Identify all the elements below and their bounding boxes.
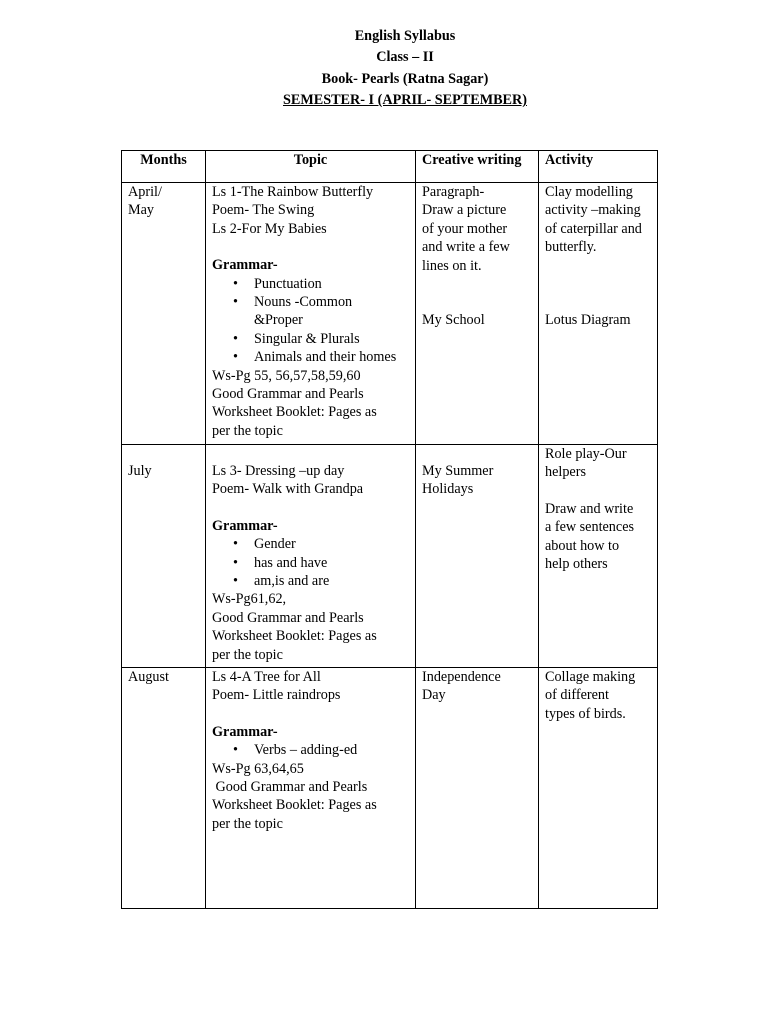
topic-line: Ls 2-For My Babies	[212, 220, 327, 237]
worksheet-line: per the topic	[212, 422, 283, 439]
activity-line: butterfly.	[545, 239, 597, 256]
creative-line: Draw a picture	[422, 202, 507, 219]
activity-line: of caterpillar and	[545, 220, 642, 237]
month-cell	[122, 668, 206, 909]
activity-cell	[539, 445, 658, 668]
activity-cell	[539, 668, 658, 909]
creative-line: Independence	[422, 669, 501, 685]
grammar-list	[212, 275, 415, 367]
month-cell	[122, 445, 206, 668]
topic-line: Poem- The Swing	[212, 202, 315, 219]
month-label: July	[128, 463, 152, 479]
activity-line: help others	[545, 556, 608, 573]
creative-line: Day	[422, 687, 446, 704]
activity-line: types of birds.	[545, 705, 626, 722]
month-cell	[122, 183, 206, 445]
grammar-list	[212, 741, 415, 759]
activity-line: Clay modelling	[545, 184, 633, 200]
activity-line: helpers	[545, 464, 586, 481]
grammar-item: • Gender	[254, 535, 415, 553]
creative-line: of your mother	[422, 220, 508, 237]
activity-cell	[539, 183, 658, 445]
activity-line: Role play-Our	[545, 446, 627, 462]
grammar-item: • Animals and their homes	[254, 348, 415, 366]
grammar-item: • Singular & Plurals	[254, 330, 415, 348]
creative-line: and write a few	[422, 239, 510, 256]
month-label: August	[128, 669, 169, 685]
worksheet-line: Worksheet Booklet: Pages as	[212, 404, 377, 421]
creative-line: My Summer	[422, 463, 494, 479]
worksheet-line: per the topic	[212, 815, 283, 832]
topic-cell	[206, 183, 416, 445]
activity-line: Draw and write	[545, 500, 634, 517]
topic-line: Ls 4-A Tree for All	[212, 669, 321, 685]
grammar-label: Grammar-	[212, 723, 278, 740]
document-header	[0, 26, 768, 112]
grammar-item: • Punctuation	[254, 275, 415, 293]
col-header-activity: Activity	[539, 151, 658, 183]
activity-line: activity –making	[545, 202, 641, 219]
worksheet-line: per the topic	[212, 646, 283, 663]
grammar-label: Grammar-	[212, 257, 278, 274]
grammar-list	[212, 535, 415, 590]
topic-line: Poem- Walk with Grandpa	[212, 481, 364, 498]
month-label: May	[128, 202, 155, 219]
topic-cell	[206, 445, 416, 668]
activity-line: about how to	[545, 537, 620, 554]
col-header-months: Months	[122, 151, 206, 183]
topic-line: Ls 1-The Rainbow Butterfly	[212, 184, 374, 200]
worksheet-line: Ws-Pg61,62,	[212, 591, 287, 608]
activity-line: Lotus Diagram	[545, 311, 631, 328]
worksheet-line: Worksheet Booklet: Pages as	[212, 628, 377, 645]
table-row	[122, 668, 658, 909]
topic-cell	[206, 668, 416, 909]
activity-line: Collage making	[545, 669, 636, 685]
activity-line: a few sentences	[545, 519, 635, 536]
topic-line: Poem- Little raindrops	[212, 687, 341, 704]
activity-line: of different	[545, 687, 609, 704]
doc-title: English Syllabus	[354, 28, 456, 44]
doc-class: Class – II	[376, 49, 434, 66]
grammar-item: • Nouns -Common &Proper	[254, 293, 415, 330]
grammar-item: • am,is and are	[254, 572, 415, 590]
grammar-label: Grammar-	[212, 517, 278, 534]
table-header-row	[122, 151, 658, 183]
col-header-creative-writing: Creative writing	[416, 151, 539, 183]
creative-writing-cell	[416, 445, 539, 668]
creative-line: lines on it.	[422, 257, 482, 274]
worksheet-line: Worksheet Booklet: Pages as	[212, 797, 377, 814]
syllabus-table	[121, 150, 658, 909]
creative-line: My School	[422, 312, 485, 329]
creative-writing-cell	[416, 668, 539, 909]
worksheet-line: Ws-Pg 55, 56,57,58,59,60	[212, 367, 361, 384]
creative-line: Paragraph-	[422, 184, 485, 200]
grammar-item: • Verbs – adding-ed	[254, 741, 415, 759]
doc-book: Book- Pearls (Ratna Sagar)	[321, 70, 489, 87]
topic-line: Ls 3- Dressing –up day	[212, 463, 345, 479]
worksheet-line: Ws-Pg 63,64,65	[212, 760, 304, 777]
worksheet-line: Good Grammar and Pearls	[212, 386, 364, 403]
worksheet-line: Good Grammar and Pearls	[212, 779, 368, 796]
doc-semester: SEMESTER- I (APRIL- SEPTEMBER)	[283, 92, 527, 109]
table-row	[122, 445, 658, 668]
creative-line: Holidays	[422, 481, 474, 498]
grammar-item: • has and have	[254, 554, 415, 572]
table-row	[122, 183, 658, 445]
creative-writing-cell	[416, 183, 539, 445]
month-label: April/	[128, 184, 162, 200]
col-header-topic: Topic	[206, 151, 416, 183]
worksheet-line: Good Grammar and Pearls	[212, 609, 364, 626]
